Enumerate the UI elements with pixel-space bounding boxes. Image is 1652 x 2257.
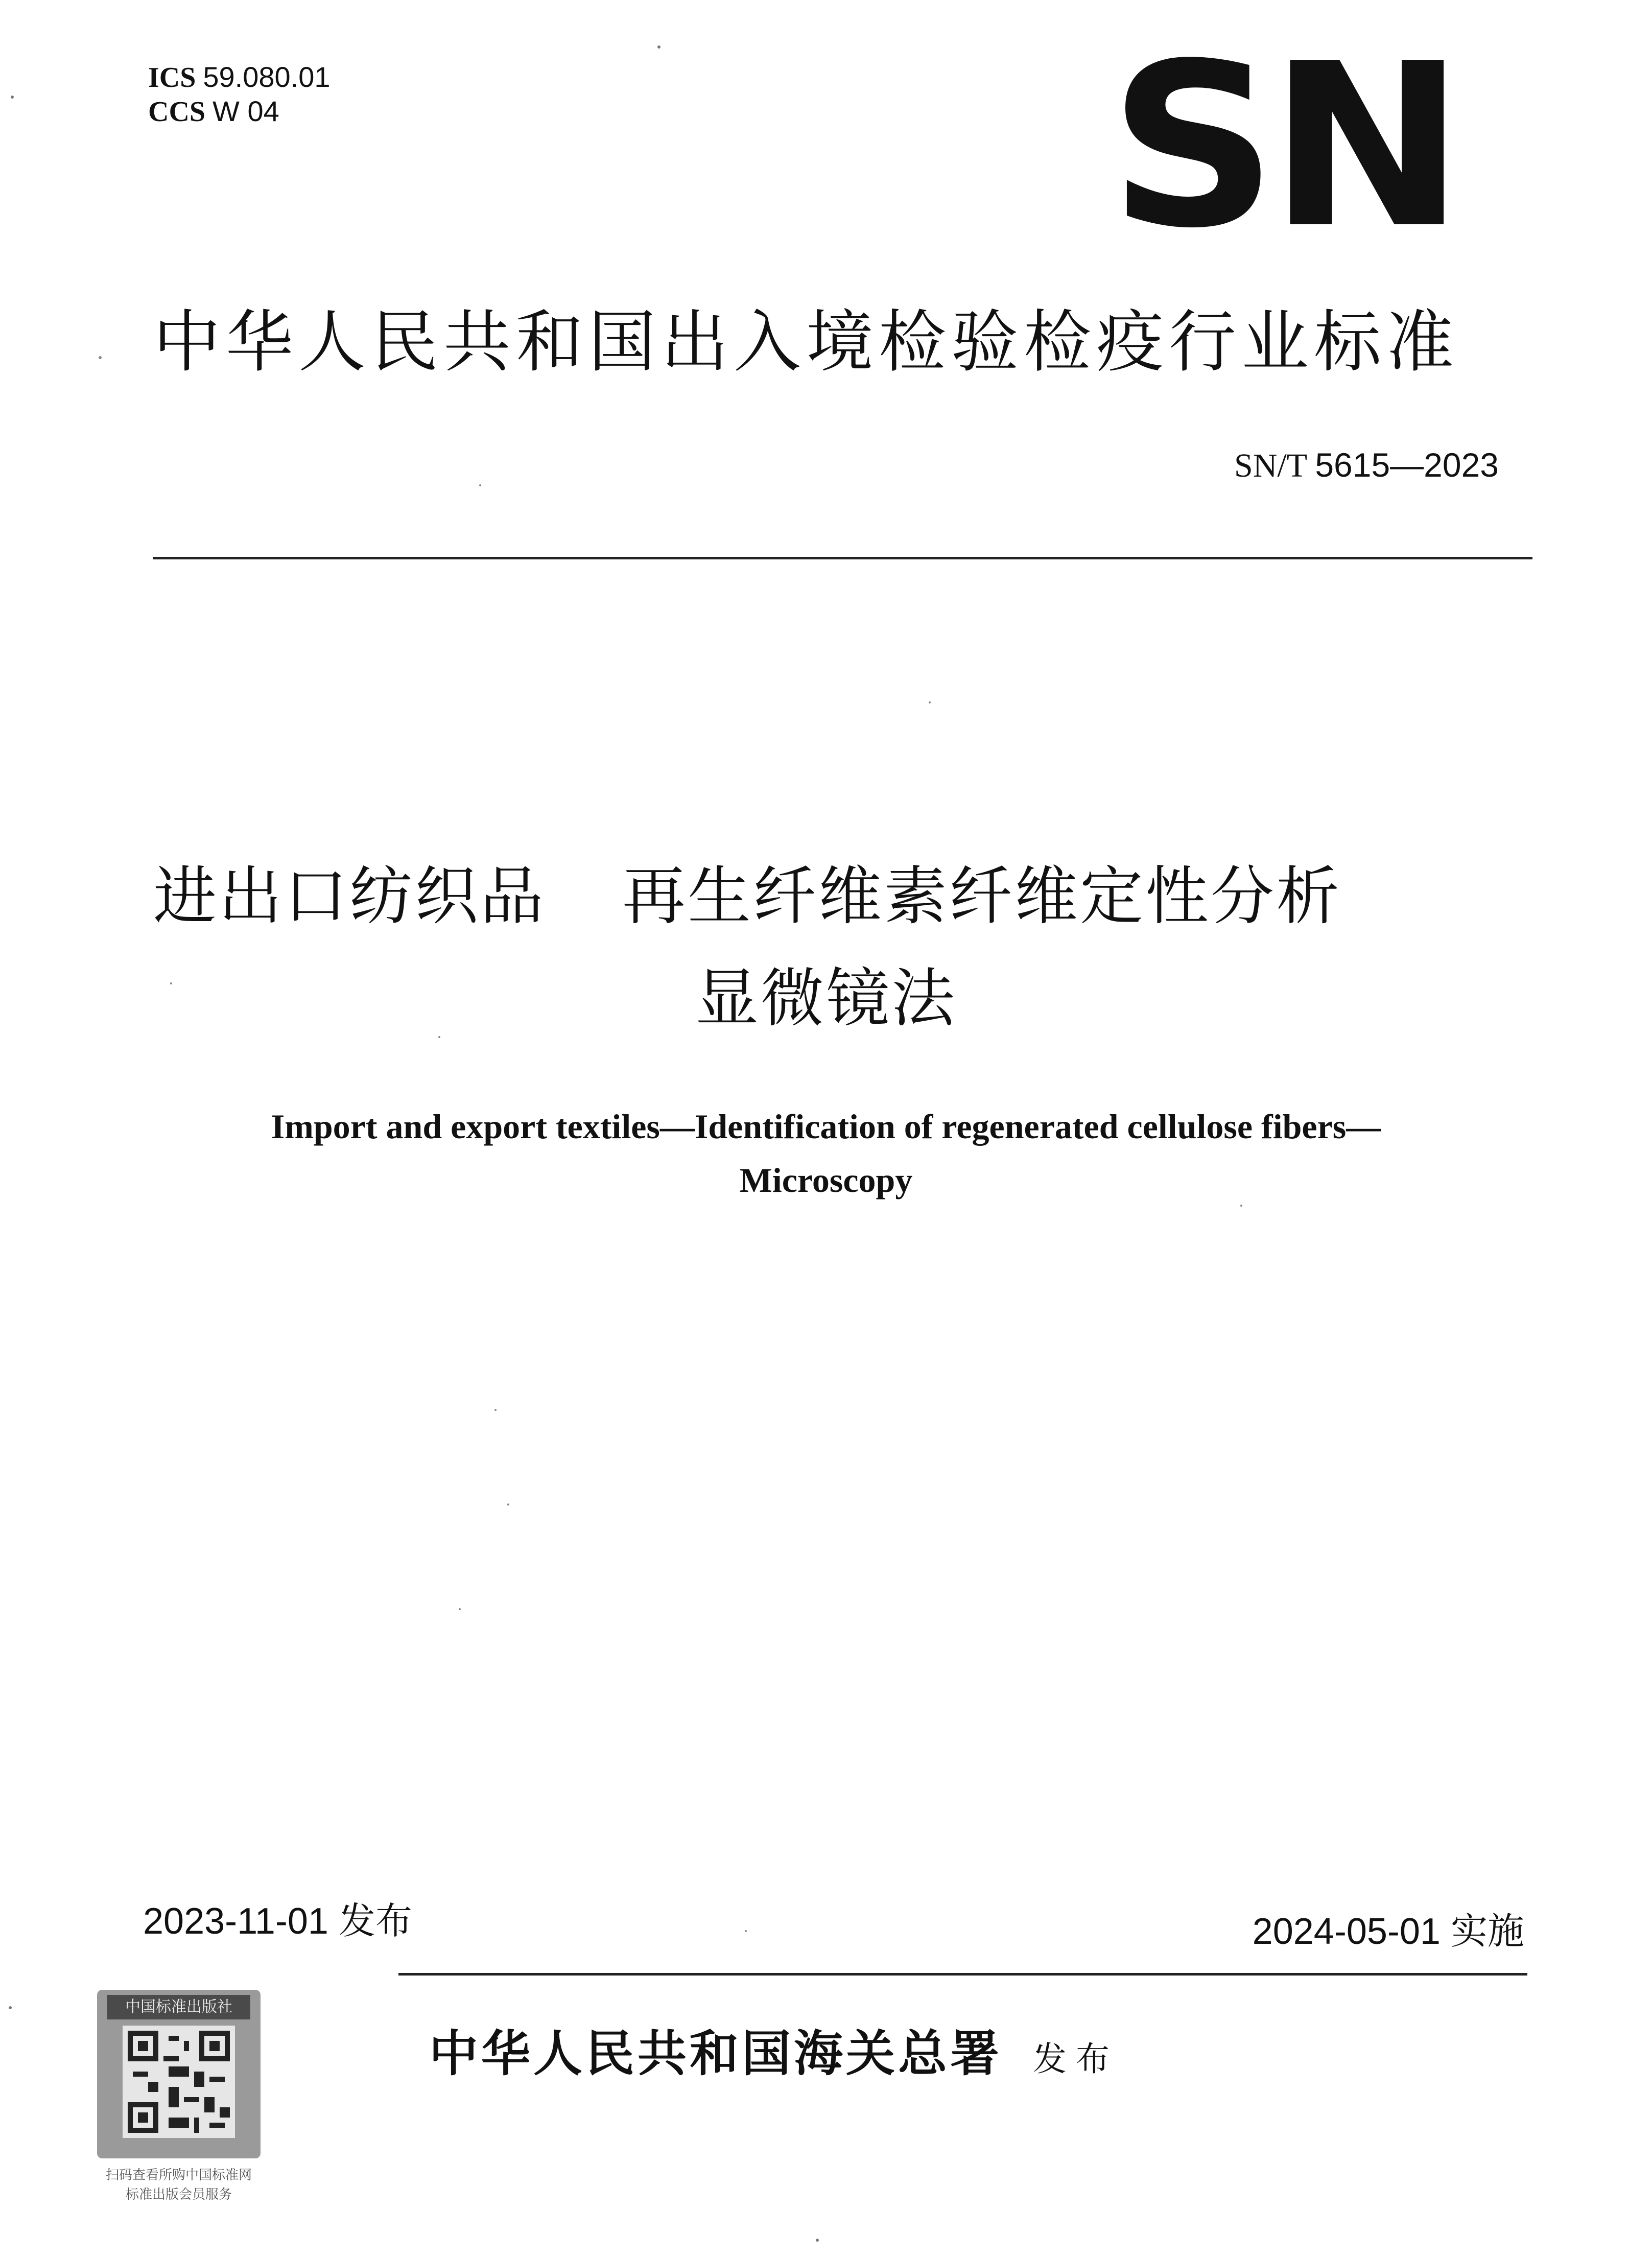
qr-code-icon[interactable] — [123, 2026, 235, 2138]
ics-line — [148, 60, 331, 95]
english-title-line-1: Import and export textiles—Identification of regenerated cellulose fibers— — [271, 1107, 1381, 1146]
issue-date-value: 2023-11-01 — [143, 1901, 328, 1942]
ccs-line — [148, 95, 331, 129]
publisher — [429, 2023, 1119, 2090]
bottom-divider — [398, 1973, 1527, 1976]
publisher-action: 发布 — [1033, 2039, 1119, 2079]
standard-prefix: SN/T — [1234, 447, 1307, 484]
implementation-date — [1253, 1908, 1524, 1955]
sn-logo: SN — [1108, 15, 1456, 278]
ics-code: 59.080.01 — [203, 61, 331, 93]
chinese-title-line-1 — [153, 858, 1532, 935]
standard-code: 5615—2023 — [1315, 446, 1499, 484]
chinese-title-part-2: 再生纤维素纤维定性分析 — [622, 860, 1342, 933]
top-divider — [153, 557, 1532, 559]
english-title-line-2: Microscopy — [739, 1161, 913, 1200]
issue-date-label: 发布 — [338, 1899, 412, 1942]
ics-label: ICS — [148, 62, 196, 93]
ccs-code: W 04 — [213, 95, 279, 127]
implementation-date-label: 实施 — [1450, 1910, 1524, 1953]
publisher-name: 中华人民共和国海关总署 — [429, 2025, 1002, 2082]
qr-header: 中国标准出版社 — [107, 1995, 250, 2019]
issue-date — [143, 1898, 412, 1944]
qr-caption-line-1: 扫码查看所购中国标准网 — [105, 2168, 252, 2183]
standard-number — [1234, 444, 1499, 486]
chinese-title-part-1: 进出口纺织品 — [153, 860, 546, 933]
implementation-date-value: 2024-05-01 — [1252, 1911, 1441, 1952]
chinese-title-line-2: 显微镜法 — [695, 962, 957, 1036]
classification-codes — [148, 60, 331, 129]
qr-caption-line-2: 标准出版会员服务 — [125, 2187, 232, 2202]
agency-title: 中华人民共和国出入境检验检疫行业标准 — [153, 303, 1459, 382]
ccs-label: CCS — [148, 96, 206, 128]
